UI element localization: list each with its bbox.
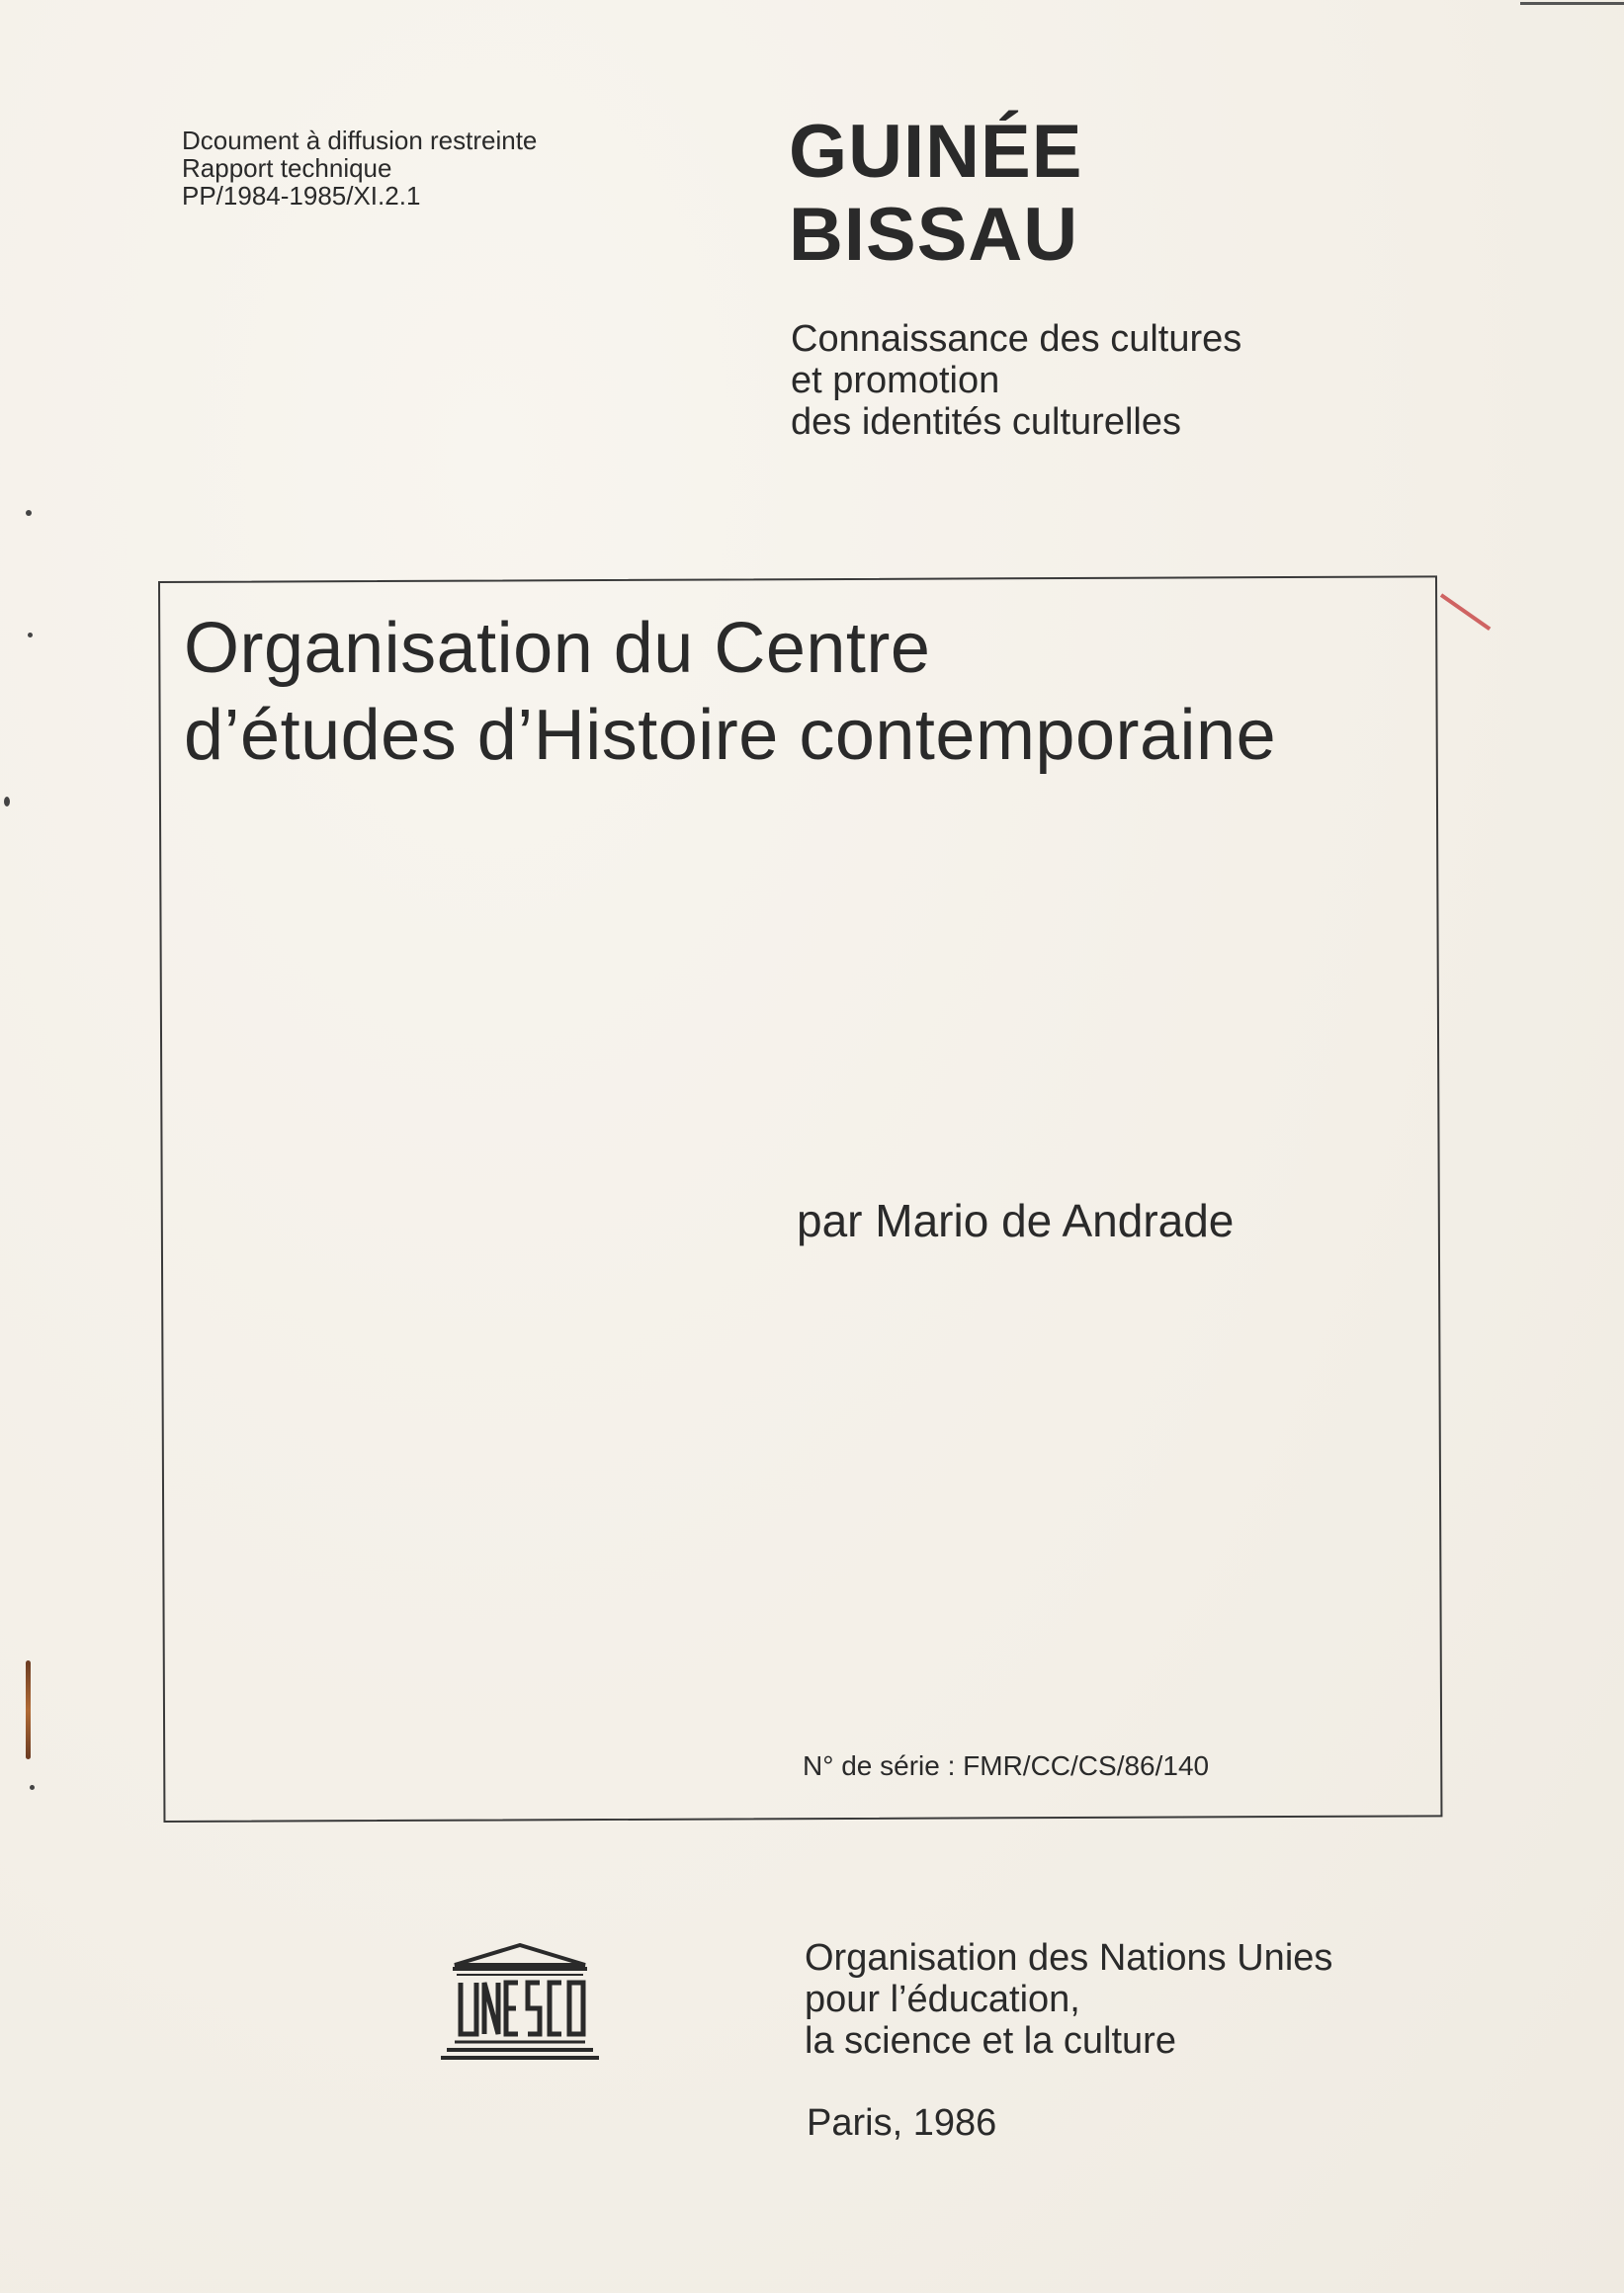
organization-name	[805, 1937, 1332, 2062]
country-line-1: GUINÉE	[789, 110, 1083, 194]
program-subtitle	[791, 318, 1241, 443]
binding-hole-mark	[28, 633, 33, 637]
staple-mark	[26, 1660, 31, 1759]
document-metadata	[182, 127, 537, 210]
unesco-logo-icon	[441, 1943, 599, 2064]
title-line-1: Organisation du Centre	[184, 609, 931, 688]
org-line-3: la science et la culture	[805, 2020, 1176, 2062]
report-type: Rapport technique	[182, 153, 392, 183]
binding-hole-mark	[26, 510, 32, 516]
binding-hole-mark	[4, 797, 10, 807]
program-line-2: et promotion	[791, 360, 1000, 401]
place-and-date: Paris, 1986	[807, 2102, 997, 2144]
report-reference: PP/1984-1985/XI.2.1	[182, 181, 421, 211]
red-pencil-mark	[1440, 593, 1491, 631]
logo-letters	[461, 1983, 583, 2034]
org-line-2: pour l’éducation,	[805, 1979, 1080, 2020]
author-line: par Mario de Andrade	[797, 1195, 1235, 1246]
scan-edge-mark	[1520, 2, 1624, 5]
country-heading	[789, 111, 1082, 277]
org-line-1: Organisation des Nations Unies	[805, 1937, 1333, 1979]
program-line-3: des identités culturelles	[791, 401, 1181, 443]
country-line-2: BISSAU	[789, 193, 1079, 277]
serial-number: N° de série : FMR/CC/CS/86/140	[803, 1750, 1210, 1781]
document-title	[184, 605, 1276, 779]
program-line-1: Connaissance des cultures	[791, 318, 1242, 360]
distribution-note: Dcoument à diffusion restreinte	[182, 126, 538, 155]
binding-hole-mark	[30, 1785, 35, 1790]
title-line-2: d’études d’Histoire contemporaine	[184, 696, 1277, 775]
